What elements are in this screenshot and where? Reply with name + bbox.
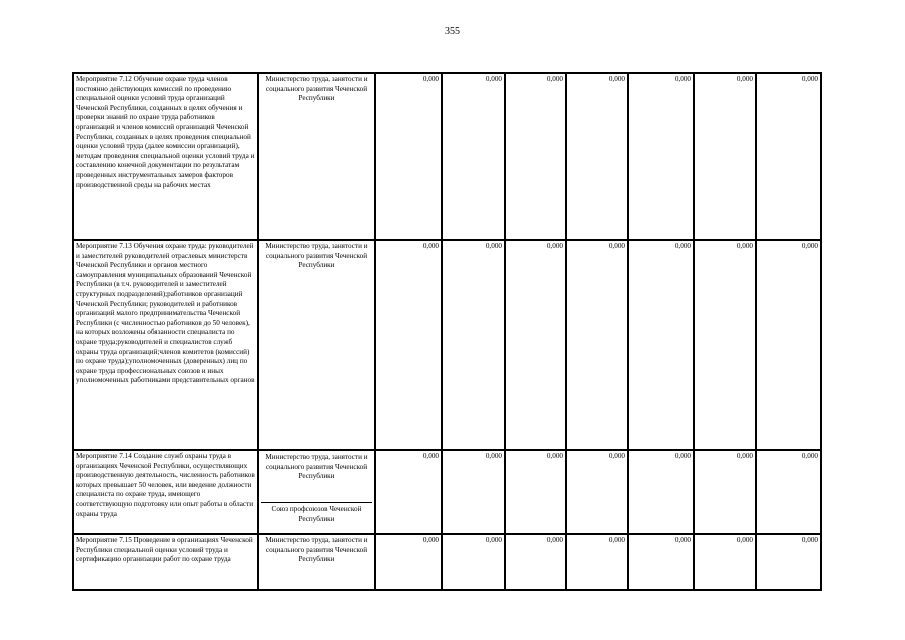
funding-value: 0,000 xyxy=(628,73,694,240)
funding-value: 0,000 xyxy=(375,73,442,240)
funding-value: 0,000 xyxy=(375,240,442,450)
page-number: 355 xyxy=(445,26,460,37)
table-row xyxy=(73,450,821,534)
funding-value: 0,000 xyxy=(694,450,756,534)
funding-value: 0,000 xyxy=(756,73,821,240)
funding-value: 0,000 xyxy=(756,240,821,450)
funding-value: 0,000 xyxy=(375,534,442,590)
funding-value: 0,000 xyxy=(566,240,628,450)
table-row xyxy=(73,240,821,450)
funding-value: 0,000 xyxy=(566,73,628,240)
funding-value: 0,000 xyxy=(694,240,756,450)
responsible-executor: Министерство труда, занятости и социального развития Чеченской Республики xyxy=(258,240,375,450)
funding-value: 0,000 xyxy=(442,73,505,240)
activity-description: Мероприятие 7.12 Обучение охране труда членов постоянно действующих комиссий по проведению специальной оценки условий труда организаций Чеченской Республики, созданных в целях обучения и проверки знаний по охране труда работников организаций и членов комиссий организаций Чеченской Республики, созданных в целях проведения специальной оценки условий труда (далее комиссии организаций), методам проведения специальной оценки условий труда и составлению конечной документации по результатам проведенных инструментальных замеров факторов производственной среды на рабочих местах xyxy=(73,73,258,240)
funding-value: 0,000 xyxy=(505,450,566,534)
activity-description: Мероприятие 7.13 Обучения охране труда: руководителей и заместителей руководителей отраслевых министерств Чеченской Республики и органов местного самоуправления муниципальных образований Чеченской Республики (в т.ч. руководителей и заместителей структурных подразделений);работников организаций Чеченской Республики; руководителей и работников организаций малого предпринимательства Чеченской Республики (с численностью работников до 50 человек), на которых возложены обязанности специалиста по охране труда;руководителей и специалистов служб охраны труда организаций;членов комитетов (комиссий) по охране труда);уполномоченных (доверенных) лиц по охране труда профессиональных союзов и иных уполномоченных работниками представительных органов xyxy=(73,240,258,450)
funding-value: 0,000 xyxy=(442,534,505,590)
funding-value: 0,000 xyxy=(442,450,505,534)
funding-value: 0,000 xyxy=(628,240,694,450)
funding-value: 0,000 xyxy=(566,450,628,534)
table-row xyxy=(73,73,821,240)
activity-description: Мероприятие 7.15 Проведение в организациях Чеченской Республики специальной оценки условий труда и сертификацию организации работ по охране труда xyxy=(73,534,258,590)
funding-value: 0,000 xyxy=(628,534,694,590)
funding-value: 0,000 xyxy=(756,534,821,590)
funding-value: 0,000 xyxy=(442,240,505,450)
budget-table xyxy=(72,72,822,591)
activity-description: Мероприятие 7.14 Создание служб охраны труда в организациях Чеченской Республики, осуществляющих производственную деятельность, численность работников которых превышает 50 человек, или введение должности специалиста по охране труда, имеющего соответствующую подготовку или опыт работы в области охраны труда xyxy=(73,450,258,534)
funding-value: 0,000 xyxy=(756,450,821,534)
funding-value: 0,000 xyxy=(375,450,442,534)
funding-value: 0,000 xyxy=(505,73,566,240)
table-row xyxy=(73,534,821,590)
responsible-executor: Министерство труда, занятости и социального развития Чеченской Республики xyxy=(258,73,375,240)
funding-value: 0,000 xyxy=(505,534,566,590)
co-executor: Союз профсоюзов Чеченской Республики xyxy=(271,505,362,523)
responsible-executors xyxy=(258,450,375,534)
funding-value: 0,000 xyxy=(694,73,756,240)
funding-value: 0,000 xyxy=(694,534,756,590)
funding-value: 0,000 xyxy=(505,240,566,450)
responsible-executor: Министерство труда, занятости и социального развития Чеченской Республики xyxy=(258,534,375,590)
funding-value: 0,000 xyxy=(628,450,694,534)
funding-value: 0,000 xyxy=(566,534,628,590)
responsible-executor: Министерство труда, занятости и социального развития Чеченской Республики xyxy=(261,452,372,503)
